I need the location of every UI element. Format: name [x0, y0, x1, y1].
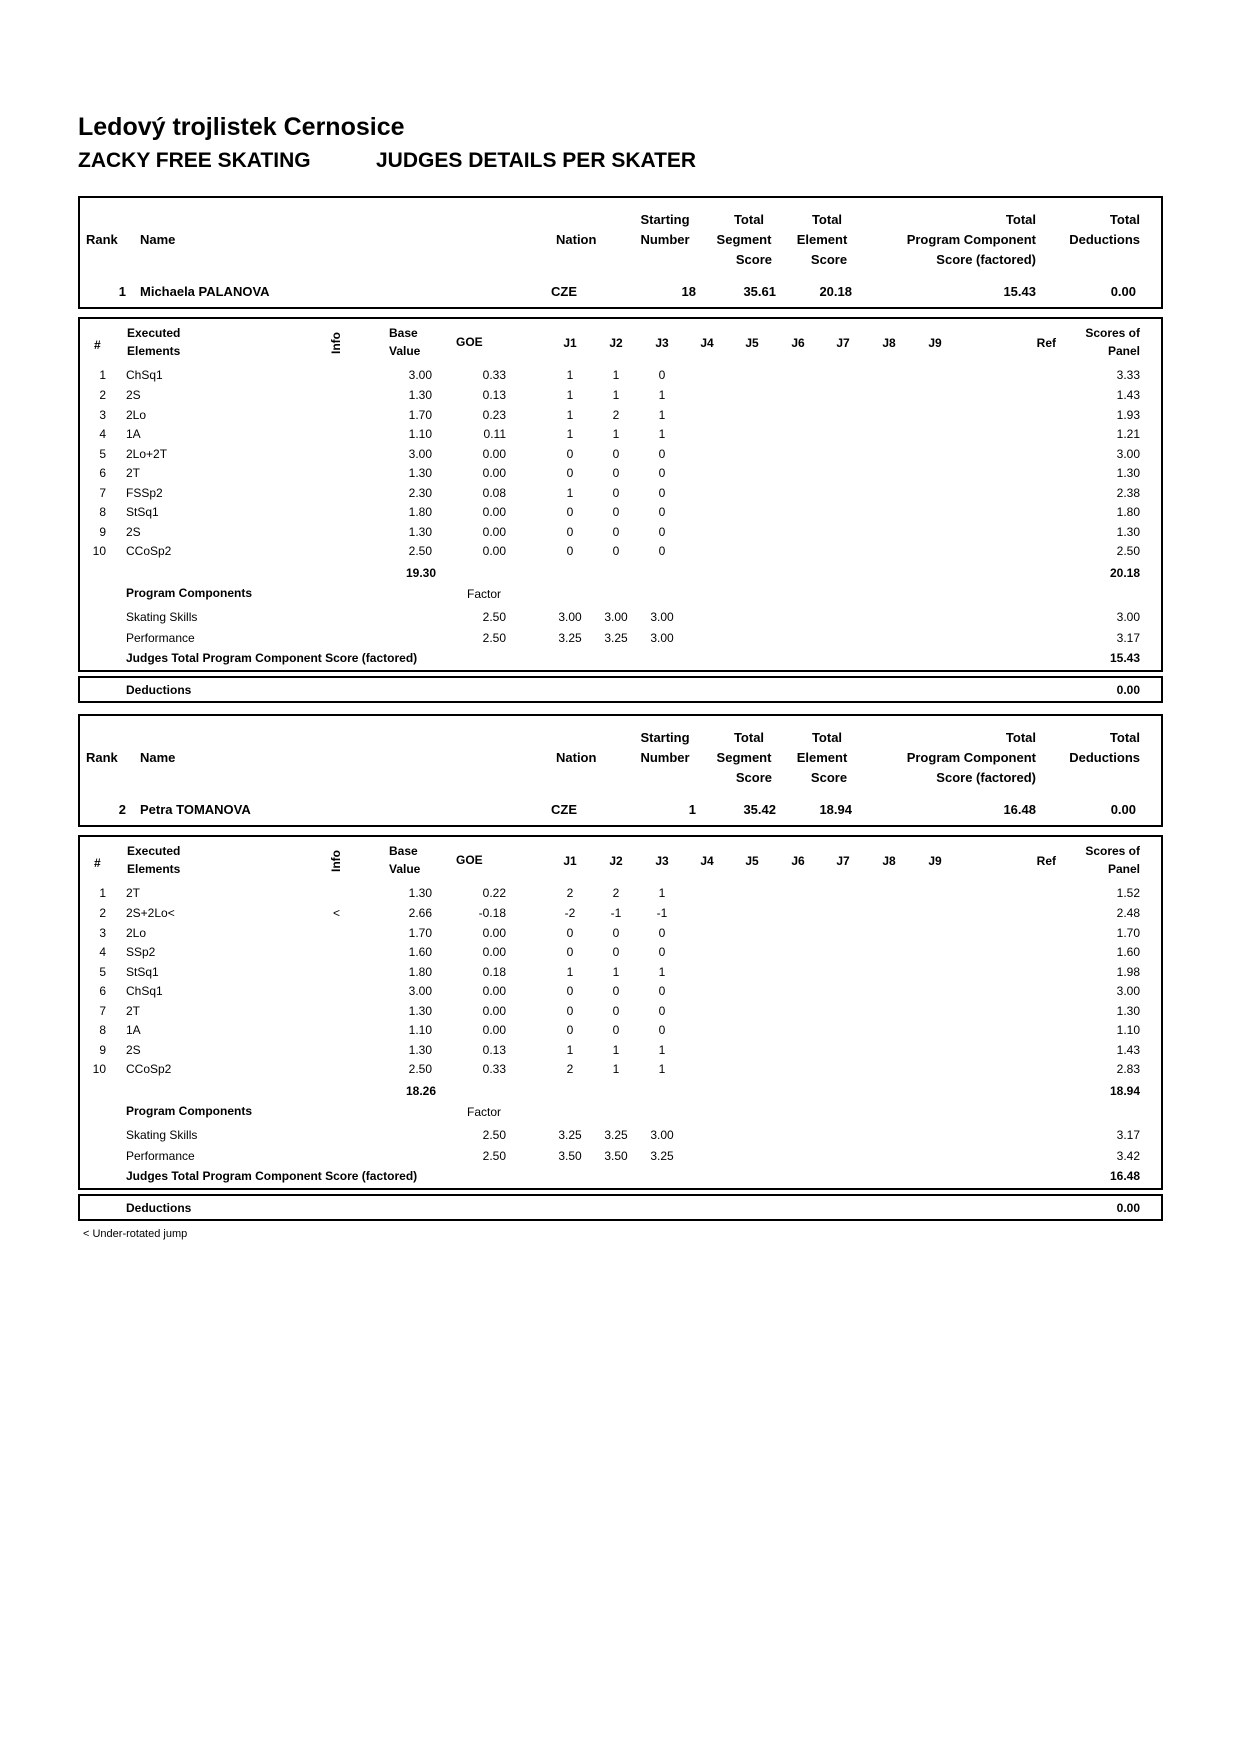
element-judge-score: 1: [612, 427, 620, 441]
element-judge-score: 0: [658, 544, 666, 558]
element-score-header: Element: [796, 232, 848, 247]
element-name: FSSp2: [126, 486, 163, 500]
base-value-header: Value: [389, 344, 421, 358]
element-goe: 0.00: [482, 505, 506, 519]
element-score-header: Element: [796, 750, 848, 765]
base-value-total: 18.26: [405, 1084, 436, 1098]
program-components-label: Program Components: [126, 1104, 253, 1118]
component-judge-score: 3.25: [558, 631, 582, 645]
footnote: < Under-rotated jump: [83, 1228, 188, 1240]
goe-header: GOE: [456, 853, 483, 867]
deductions-label: Deductions: [126, 683, 192, 697]
segment-score-header: Total: [733, 730, 765, 745]
rank-header: Rank: [86, 232, 118, 247]
element-goe: 0.33: [482, 1062, 506, 1076]
element-panel-score: 3.33: [1116, 368, 1140, 382]
executed-elements-header: Executed: [127, 326, 181, 340]
element-judge-score: 2: [612, 886, 620, 900]
judge-header: J5: [745, 854, 759, 868]
element-judge-score: 0: [566, 525, 574, 539]
element-goe: 0.00: [482, 984, 506, 998]
element-judge-score: 0: [658, 926, 666, 940]
element-goe: 0.18: [482, 965, 506, 979]
judge-header: J6: [791, 336, 805, 350]
starting-number-header: Number: [640, 750, 690, 765]
starting-number-header: Number: [640, 232, 690, 247]
judge-header: J1: [563, 854, 577, 868]
segment-score-header: Score: [735, 770, 772, 785]
element-number: 4: [99, 427, 106, 441]
element-judge-score: 0: [566, 1023, 574, 1037]
skater-element-score: 18.94: [819, 802, 852, 817]
element-judge-score: 1: [566, 965, 574, 979]
element-name: 2S: [126, 388, 141, 402]
skater-starting-number: 1: [688, 802, 696, 817]
element-base-value: 1.30: [408, 525, 432, 539]
pcs-header: Score (factored): [936, 770, 1036, 785]
element-goe: 0.00: [482, 544, 506, 558]
name-header: Name: [140, 232, 176, 247]
nation-header: Nation: [556, 750, 597, 765]
element-base-value: 1.10: [408, 1023, 432, 1037]
element-number-header: #: [94, 338, 101, 352]
element-judge-score: 1: [566, 1043, 574, 1057]
deductions-label: Deductions: [126, 1201, 192, 1215]
element-panel-score: 1.10: [1116, 1023, 1140, 1037]
element-judge-score: 1: [612, 1043, 620, 1057]
element-base-value: 1.30: [408, 1004, 432, 1018]
judge-header: J9: [928, 854, 942, 868]
element-judge-score: 1: [612, 1062, 620, 1076]
segment-score-header: Score: [735, 252, 772, 267]
component-judge-score: 3.25: [604, 631, 628, 645]
judges-total-pcs-label: Judges Total Program Component Score (factored): [126, 651, 418, 665]
skater-name: Michaela PALANOVA: [140, 284, 270, 299]
element-number: 7: [99, 486, 106, 500]
factor-label: Factor: [467, 587, 502, 601]
element-base-value: 1.30: [408, 1043, 432, 1057]
pcs-header: Total: [1005, 212, 1036, 227]
component-judge-score: 3.00: [650, 631, 674, 645]
skater-segment-score: 35.61: [743, 284, 776, 299]
judge-header: J2: [609, 336, 623, 350]
element-goe: 0.13: [482, 388, 506, 402]
element-number: 8: [99, 1023, 106, 1037]
base-value-total: 19.30: [405, 566, 436, 580]
element-name: CCoSp2: [126, 1062, 172, 1076]
element-judge-score: 0: [566, 945, 574, 959]
goe-header: GOE: [456, 335, 483, 349]
pcs-header: Program Component: [906, 232, 1036, 247]
executed-elements-header: Elements: [127, 344, 181, 358]
element-panel-score: 1.98: [1116, 965, 1140, 979]
element-number: 5: [99, 965, 106, 979]
element-name: 1A: [126, 427, 141, 441]
element-goe: 0.00: [482, 945, 506, 959]
element-judge-score: -1: [610, 906, 622, 920]
component-name: Performance: [126, 631, 195, 645]
element-name: 2T: [126, 466, 141, 480]
element-judge-score: 1: [658, 1043, 666, 1057]
element-name: CCoSp2: [126, 544, 172, 558]
element-goe: -0.18: [478, 906, 506, 920]
element-judge-score: 0: [658, 525, 666, 539]
skater-starting-number: 18: [681, 284, 696, 299]
element-judge-score: 0: [612, 505, 620, 519]
element-goe: 0.00: [482, 1023, 506, 1037]
component-factor: 2.50: [482, 1149, 506, 1163]
element-judge-score: 0: [658, 368, 666, 382]
element-panel-score: 1.30: [1116, 1004, 1140, 1018]
element-judge-score: 1: [566, 388, 574, 402]
element-name: 2S: [126, 525, 141, 539]
component-judge-score: 3.00: [650, 1128, 674, 1142]
element-number: 8: [99, 505, 106, 519]
element-name: 2Lo: [126, 926, 147, 940]
name-header: Name: [140, 750, 176, 765]
element-judge-score: 0: [612, 447, 620, 461]
deductions-value: 0.00: [1116, 1201, 1140, 1215]
element-number: 7: [99, 1004, 106, 1018]
element-judge-score: 1: [612, 388, 620, 402]
base-value-header: Base: [389, 844, 418, 858]
element-judge-score: 2: [612, 408, 620, 422]
element-panel-score: 1.93: [1116, 408, 1140, 422]
component-factor: 2.50: [482, 1128, 506, 1142]
component-name: Skating Skills: [126, 610, 198, 624]
element-panel-score: 2.38: [1116, 486, 1140, 500]
element-panel-score: 1.43: [1116, 1043, 1140, 1057]
base-value-header: Base: [389, 326, 418, 340]
element-name: 2T: [126, 1004, 141, 1018]
element-judge-score: 0: [612, 1023, 620, 1037]
element-judge-score: 0: [612, 486, 620, 500]
element-judge-score: 0: [658, 984, 666, 998]
element-judge-score: 0: [566, 447, 574, 461]
component-judge-score: 3.50: [558, 1149, 582, 1163]
element-judge-score: 1: [658, 408, 666, 422]
deductions-header: Total: [1109, 730, 1140, 745]
element-judge-score: 1: [566, 368, 574, 382]
judges-total-pcs: 15.43: [1109, 651, 1140, 665]
element-judge-score: 0: [658, 1023, 666, 1037]
skater-segment-score: 35.42: [743, 802, 776, 817]
starting-number-header: Starting: [640, 212, 690, 227]
deductions-value: 0.00: [1116, 683, 1140, 697]
element-number: 4: [99, 945, 106, 959]
element-goe: 0.00: [482, 525, 506, 539]
segment-score-header: Total: [733, 212, 765, 227]
element-panel-score: 2.50: [1116, 544, 1140, 558]
component-factor: 2.50: [482, 610, 506, 624]
component-judge-score: 3.25: [650, 1149, 674, 1163]
rank-header: Rank: [86, 750, 118, 765]
element-panel-score: 1.80: [1116, 505, 1140, 519]
element-info: <: [333, 906, 341, 920]
panel-score-header: Scores of: [1085, 326, 1140, 340]
deductions-header: Total: [1109, 212, 1140, 227]
judge-header: J7: [836, 336, 850, 350]
element-panel-score: 2.48: [1116, 906, 1140, 920]
element-name: ChSq1: [126, 368, 163, 382]
segment-score-header: Segment: [716, 750, 772, 765]
element-judge-score: 1: [658, 427, 666, 441]
info-header: Info: [329, 332, 343, 354]
element-number: 6: [99, 466, 106, 480]
element-number: 6: [99, 984, 106, 998]
element-judge-score: 1: [612, 368, 620, 382]
element-name: SSp2: [126, 945, 156, 959]
element-base-value: 1.10: [408, 427, 432, 441]
executed-elements-header: Elements: [127, 862, 181, 876]
judge-header: J2: [609, 854, 623, 868]
component-name: Skating Skills: [126, 1128, 198, 1142]
element-judge-score: 1: [658, 1062, 666, 1076]
element-number: 9: [99, 1043, 106, 1057]
report-title: JUDGES DETAILS PER SKATER: [376, 149, 697, 172]
skater-nation: CZE: [551, 802, 577, 817]
judge-header: J3: [655, 336, 669, 350]
skater-deductions: 0.00: [1110, 802, 1136, 817]
skater-name: Petra TOMANOVA: [140, 802, 251, 817]
component-judge-score: 3.00: [650, 610, 674, 624]
element-judge-score: 1: [658, 886, 666, 900]
judge-header: J3: [655, 854, 669, 868]
judge-header: J4: [700, 854, 714, 868]
element-score-header: Total: [811, 730, 843, 745]
element-score-header: Score: [810, 770, 848, 785]
element-name: 2S+2Lo<: [126, 906, 175, 920]
nation-header: Nation: [556, 232, 597, 247]
element-judge-score: -1: [656, 906, 668, 920]
judge-header: J6: [791, 854, 805, 868]
deductions-box: [78, 1194, 1163, 1221]
element-name: StSq1: [126, 965, 159, 979]
element-judge-score: 0: [612, 525, 620, 539]
component-judge-score: 3.00: [558, 610, 582, 624]
element-base-value: 1.70: [408, 408, 432, 422]
program-components-label: Program Components: [126, 586, 253, 600]
skater-rank: 1: [118, 284, 126, 299]
element-score-header: Total: [811, 212, 843, 227]
element-panel-score: 1.43: [1116, 388, 1140, 402]
element-base-value: 3.00: [408, 447, 432, 461]
element-name: 2T: [126, 886, 141, 900]
element-panel-score: 1.52: [1116, 886, 1140, 900]
element-judge-score: 0: [658, 486, 666, 500]
factor-label: Factor: [467, 1105, 502, 1119]
executed-elements-header: Executed: [127, 844, 181, 858]
element-judge-score: 0: [566, 1004, 574, 1018]
element-panel-score: 1.21: [1116, 427, 1140, 441]
element-goe: 0.00: [482, 447, 506, 461]
deductions-header: Deductions: [1069, 750, 1140, 765]
element-panel-score: 1.30: [1116, 466, 1140, 480]
element-number-header: #: [94, 856, 101, 870]
ref-header: Ref: [1036, 854, 1056, 868]
element-judge-score: 0: [658, 1004, 666, 1018]
element-judge-score: 2: [566, 1062, 574, 1076]
judge-header: J9: [928, 336, 942, 350]
panel-score-header: Panel: [1107, 344, 1140, 358]
component-panel-score: 3.00: [1116, 610, 1140, 624]
component-panel-score: 3.17: [1116, 631, 1140, 645]
element-panel-score: 3.00: [1116, 984, 1140, 998]
segment-score-header: Segment: [716, 232, 772, 247]
panel-score-header: Scores of: [1085, 844, 1140, 858]
element-judge-score: 0: [658, 505, 666, 519]
pcs-header: Score (factored): [936, 252, 1036, 267]
element-judge-score: 0: [566, 926, 574, 940]
judge-header: J4: [700, 336, 714, 350]
element-goe: 0.00: [482, 926, 506, 940]
element-base-value: 1.30: [408, 466, 432, 480]
component-judge-score: 3.00: [604, 610, 628, 624]
element-judge-score: 0: [566, 505, 574, 519]
component-panel-score: 3.42: [1116, 1149, 1140, 1163]
starting-number-header: Starting: [640, 730, 690, 745]
element-base-value: 1.80: [408, 505, 432, 519]
element-panel-score: 1.30: [1116, 525, 1140, 539]
element-judge-score: 1: [566, 408, 574, 422]
judge-header: J5: [745, 336, 759, 350]
element-base-value: 1.80: [408, 965, 432, 979]
element-base-value: 2.66: [408, 906, 432, 920]
element-name: 2S: [126, 1043, 141, 1057]
element-judge-score: 0: [612, 544, 620, 558]
element-number: 2: [99, 906, 106, 920]
judge-header: J8: [882, 854, 896, 868]
element-goe: 0.08: [482, 486, 506, 500]
element-name: 1A: [126, 1023, 141, 1037]
element-number: 5: [99, 447, 106, 461]
skater-pcs: 16.48: [1003, 802, 1036, 817]
skater-deductions: 0.00: [1110, 284, 1136, 299]
element-judge-score: -2: [564, 906, 576, 920]
element-name: 2Lo+2T: [126, 447, 168, 461]
element-judge-score: 0: [612, 984, 620, 998]
element-panel-score: 1.70: [1116, 926, 1140, 940]
element-goe: 0.00: [482, 466, 506, 480]
element-name: 2Lo: [126, 408, 147, 422]
element-number: 1: [99, 886, 106, 900]
element-judge-score: 1: [566, 486, 574, 500]
element-base-value: 1.60: [408, 945, 432, 959]
element-base-value: 1.30: [408, 388, 432, 402]
element-judge-score: 0: [658, 945, 666, 959]
element-score-header: Score: [810, 252, 848, 267]
element-judge-score: 0: [566, 466, 574, 480]
element-panel-score: 3.00: [1116, 447, 1140, 461]
element-goe: 0.23: [482, 408, 506, 422]
element-base-value: 3.00: [408, 368, 432, 382]
element-goe: 0.33: [482, 368, 506, 382]
element-goe: 0.11: [483, 427, 506, 441]
deductions-header: Deductions: [1069, 232, 1140, 247]
ref-header: Ref: [1036, 336, 1056, 350]
skater-rank: 2: [118, 802, 126, 817]
component-factor: 2.50: [482, 631, 506, 645]
element-base-value: 3.00: [408, 984, 432, 998]
elements-total: 18.94: [1109, 1084, 1140, 1098]
element-judge-score: 0: [612, 945, 620, 959]
element-goe: 0.00: [482, 1004, 506, 1018]
judge-header: J1: [563, 336, 577, 350]
element-goe: 0.22: [482, 886, 506, 900]
element-judge-score: 0: [658, 466, 666, 480]
deductions-box: [78, 676, 1163, 703]
element-judge-score: 0: [658, 447, 666, 461]
elements-total: 20.18: [1109, 566, 1140, 580]
element-number: 1: [99, 368, 106, 382]
element-name: ChSq1: [126, 984, 163, 998]
base-value-header: Value: [389, 862, 421, 876]
pcs-header: Program Component: [906, 750, 1036, 765]
element-base-value: 2.30: [408, 486, 432, 500]
element-base-value: 2.50: [408, 544, 432, 558]
element-name: StSq1: [126, 505, 159, 519]
judges-total-pcs-label: Judges Total Program Component Score (factored): [126, 1169, 418, 1183]
component-judge-score: 3.50: [604, 1149, 628, 1163]
skater-pcs: 15.43: [1003, 284, 1036, 299]
component-judge-score: 3.25: [558, 1128, 582, 1142]
element-judge-score: 0: [612, 1004, 620, 1018]
element-judge-score: 0: [566, 984, 574, 998]
pcs-header: Total: [1005, 730, 1036, 745]
panel-score-header: Panel: [1107, 862, 1140, 876]
element-judge-score: 1: [612, 965, 620, 979]
component-panel-score: 3.17: [1116, 1128, 1140, 1142]
skater-element-score: 20.18: [819, 284, 852, 299]
element-judge-score: 1: [658, 965, 666, 979]
element-base-value: 1.30: [408, 886, 432, 900]
skater-nation: CZE: [551, 284, 577, 299]
element-judge-score: 0: [612, 926, 620, 940]
element-judge-score: 2: [566, 886, 574, 900]
element-panel-score: 1.60: [1116, 945, 1140, 959]
component-name: Performance: [126, 1149, 195, 1163]
judge-header: J8: [882, 336, 896, 350]
judges-total-pcs: 16.48: [1109, 1169, 1140, 1183]
element-number: 10: [92, 544, 106, 558]
category-title: ZACKY FREE SKATING: [78, 149, 311, 172]
judge-header: J7: [836, 854, 850, 868]
element-number: 10: [92, 1062, 106, 1076]
element-number: 2: [99, 388, 106, 402]
element-number: 3: [99, 926, 106, 940]
element-number: 3: [99, 408, 106, 422]
element-number: 9: [99, 525, 106, 539]
component-judge-score: 3.25: [604, 1128, 628, 1142]
element-base-value: 2.50: [408, 1062, 432, 1076]
element-goe: 0.13: [482, 1043, 506, 1057]
element-base-value: 1.70: [408, 926, 432, 940]
element-judge-score: 0: [612, 466, 620, 480]
element-panel-score: 2.83: [1116, 1062, 1140, 1076]
event-title: Ledový trojlistek Cernosice: [78, 113, 405, 141]
info-header: Info: [329, 850, 343, 872]
element-judge-score: 0: [566, 544, 574, 558]
element-judge-score: 1: [566, 427, 574, 441]
element-judge-score: 1: [658, 388, 666, 402]
